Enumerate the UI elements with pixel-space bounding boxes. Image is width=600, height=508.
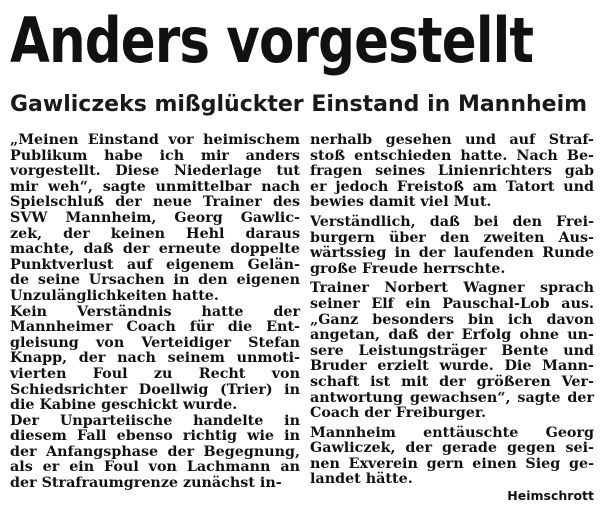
text-line: landet hätte.: [310, 471, 413, 488]
text-line: der Anfangsphase der Begegnung,: [10, 443, 300, 460]
text-line: vierten Foul zu Recht von: [10, 365, 300, 382]
paragraph: [310, 215, 594, 277]
text-line: gleisung von Verteidiger Stefan: [10, 334, 300, 351]
text-line: Mannheim enttäuschte Georg: [310, 424, 594, 441]
text-column-left: [10, 133, 300, 492]
text-line: die Kabine geschickt wurde.: [10, 397, 238, 414]
text-line: SVW Mannheim, Georg Gawlic-: [10, 209, 300, 226]
paragraph: [10, 133, 300, 305]
author-byline: Heimschrott: [507, 488, 594, 504]
paragraph: [10, 305, 300, 414]
text-line: sere Leistungsträger Bente und: [310, 342, 594, 359]
paragraph: [310, 281, 594, 421]
text-line: stoß entschieden hatte. Nach Be-: [310, 147, 594, 164]
paragraph: [10, 414, 300, 492]
text-line: zek, der keinen Hehl daraus: [10, 225, 300, 242]
text-line: nen Exverein gern einen Sieg ge-: [310, 455, 594, 472]
text-line: vorgestellt. Diese Niederlage tut: [10, 163, 300, 180]
text-line: wärtssieg in der laufenden Runde: [310, 245, 594, 262]
text-line: angetan, daß der Erfolg ohne un-: [310, 327, 594, 344]
text-line: als er ein Foul von Lachmann an: [10, 459, 300, 476]
text-line: Publikum habe ich mir anders: [10, 147, 300, 164]
text-line: bewies damit viel Mut.: [310, 194, 492, 211]
text-line: Gawliczek, der gerade gegen sei-: [310, 440, 594, 457]
text-line: schaft ist mit der größeren Ver-: [310, 373, 594, 390]
text-line: „Ganz besonders bin ich davon: [310, 311, 594, 328]
text-line: Trainer Norbert Wagner sprach: [310, 280, 594, 297]
text-line: diesem Fall ebenso richtig wie in: [10, 428, 300, 445]
text-line: Verständlich, daß bei den Frei-: [310, 213, 594, 230]
text-line: mir weh“, sagte unmittelbar nach: [10, 178, 300, 195]
text-line: er jedoch Freistoß am Tatort und: [310, 178, 594, 195]
text-line: Der Unparteiische handelte in: [10, 412, 300, 429]
text-line: Punktverlust auf eigenem Gelän-: [10, 256, 300, 273]
text-column-right: [310, 133, 594, 508]
text-line: antwortung gewachsen“, sagte der: [310, 389, 594, 406]
paragraph: [310, 426, 594, 504]
text-line: Mannheimer Coach für die Ent-: [10, 319, 300, 336]
text-line: fragen seines Linienrichters gab: [310, 163, 594, 180]
text-line: seiner Elf ein Pauschal-Lob aus.: [310, 295, 594, 312]
text-line: burgern über den zweiten Aus-: [310, 229, 594, 246]
text-line: Coach der Freiburger.: [310, 405, 487, 422]
text-line: große Freude herrschte.: [310, 260, 506, 277]
paragraph: [310, 133, 594, 211]
text-line: „Meinen Einstand vor heimischem: [10, 132, 300, 148]
text-line: Schiedsrichter Doellwig (Trier) in: [10, 381, 300, 398]
subheadline: Gawliczeks mißglückter Einstand in Mannheim: [10, 92, 588, 117]
text-line: machte, daß der erneute doppelte: [10, 241, 300, 258]
headline: Anders vorgestellt: [10, 4, 534, 77]
text-line: nerhalb gesehen und auf Straf-: [310, 132, 594, 148]
text-line: Knapp, der nach seinem unmoti-: [10, 350, 300, 367]
text-line: Unzulänglichkeiten hatte.: [10, 287, 219, 304]
text-line: Bruder erzielt wurde. Die Mann-: [310, 358, 594, 375]
text-line: Kein Verständnis hatte der: [10, 303, 300, 320]
text-line: de seine Ursachen in den eigenen: [10, 272, 300, 289]
text-line: Spielschluß der neue Trainer des: [10, 194, 300, 211]
text-line: der Strafraumgrenze zunächst in-: [10, 475, 282, 492]
